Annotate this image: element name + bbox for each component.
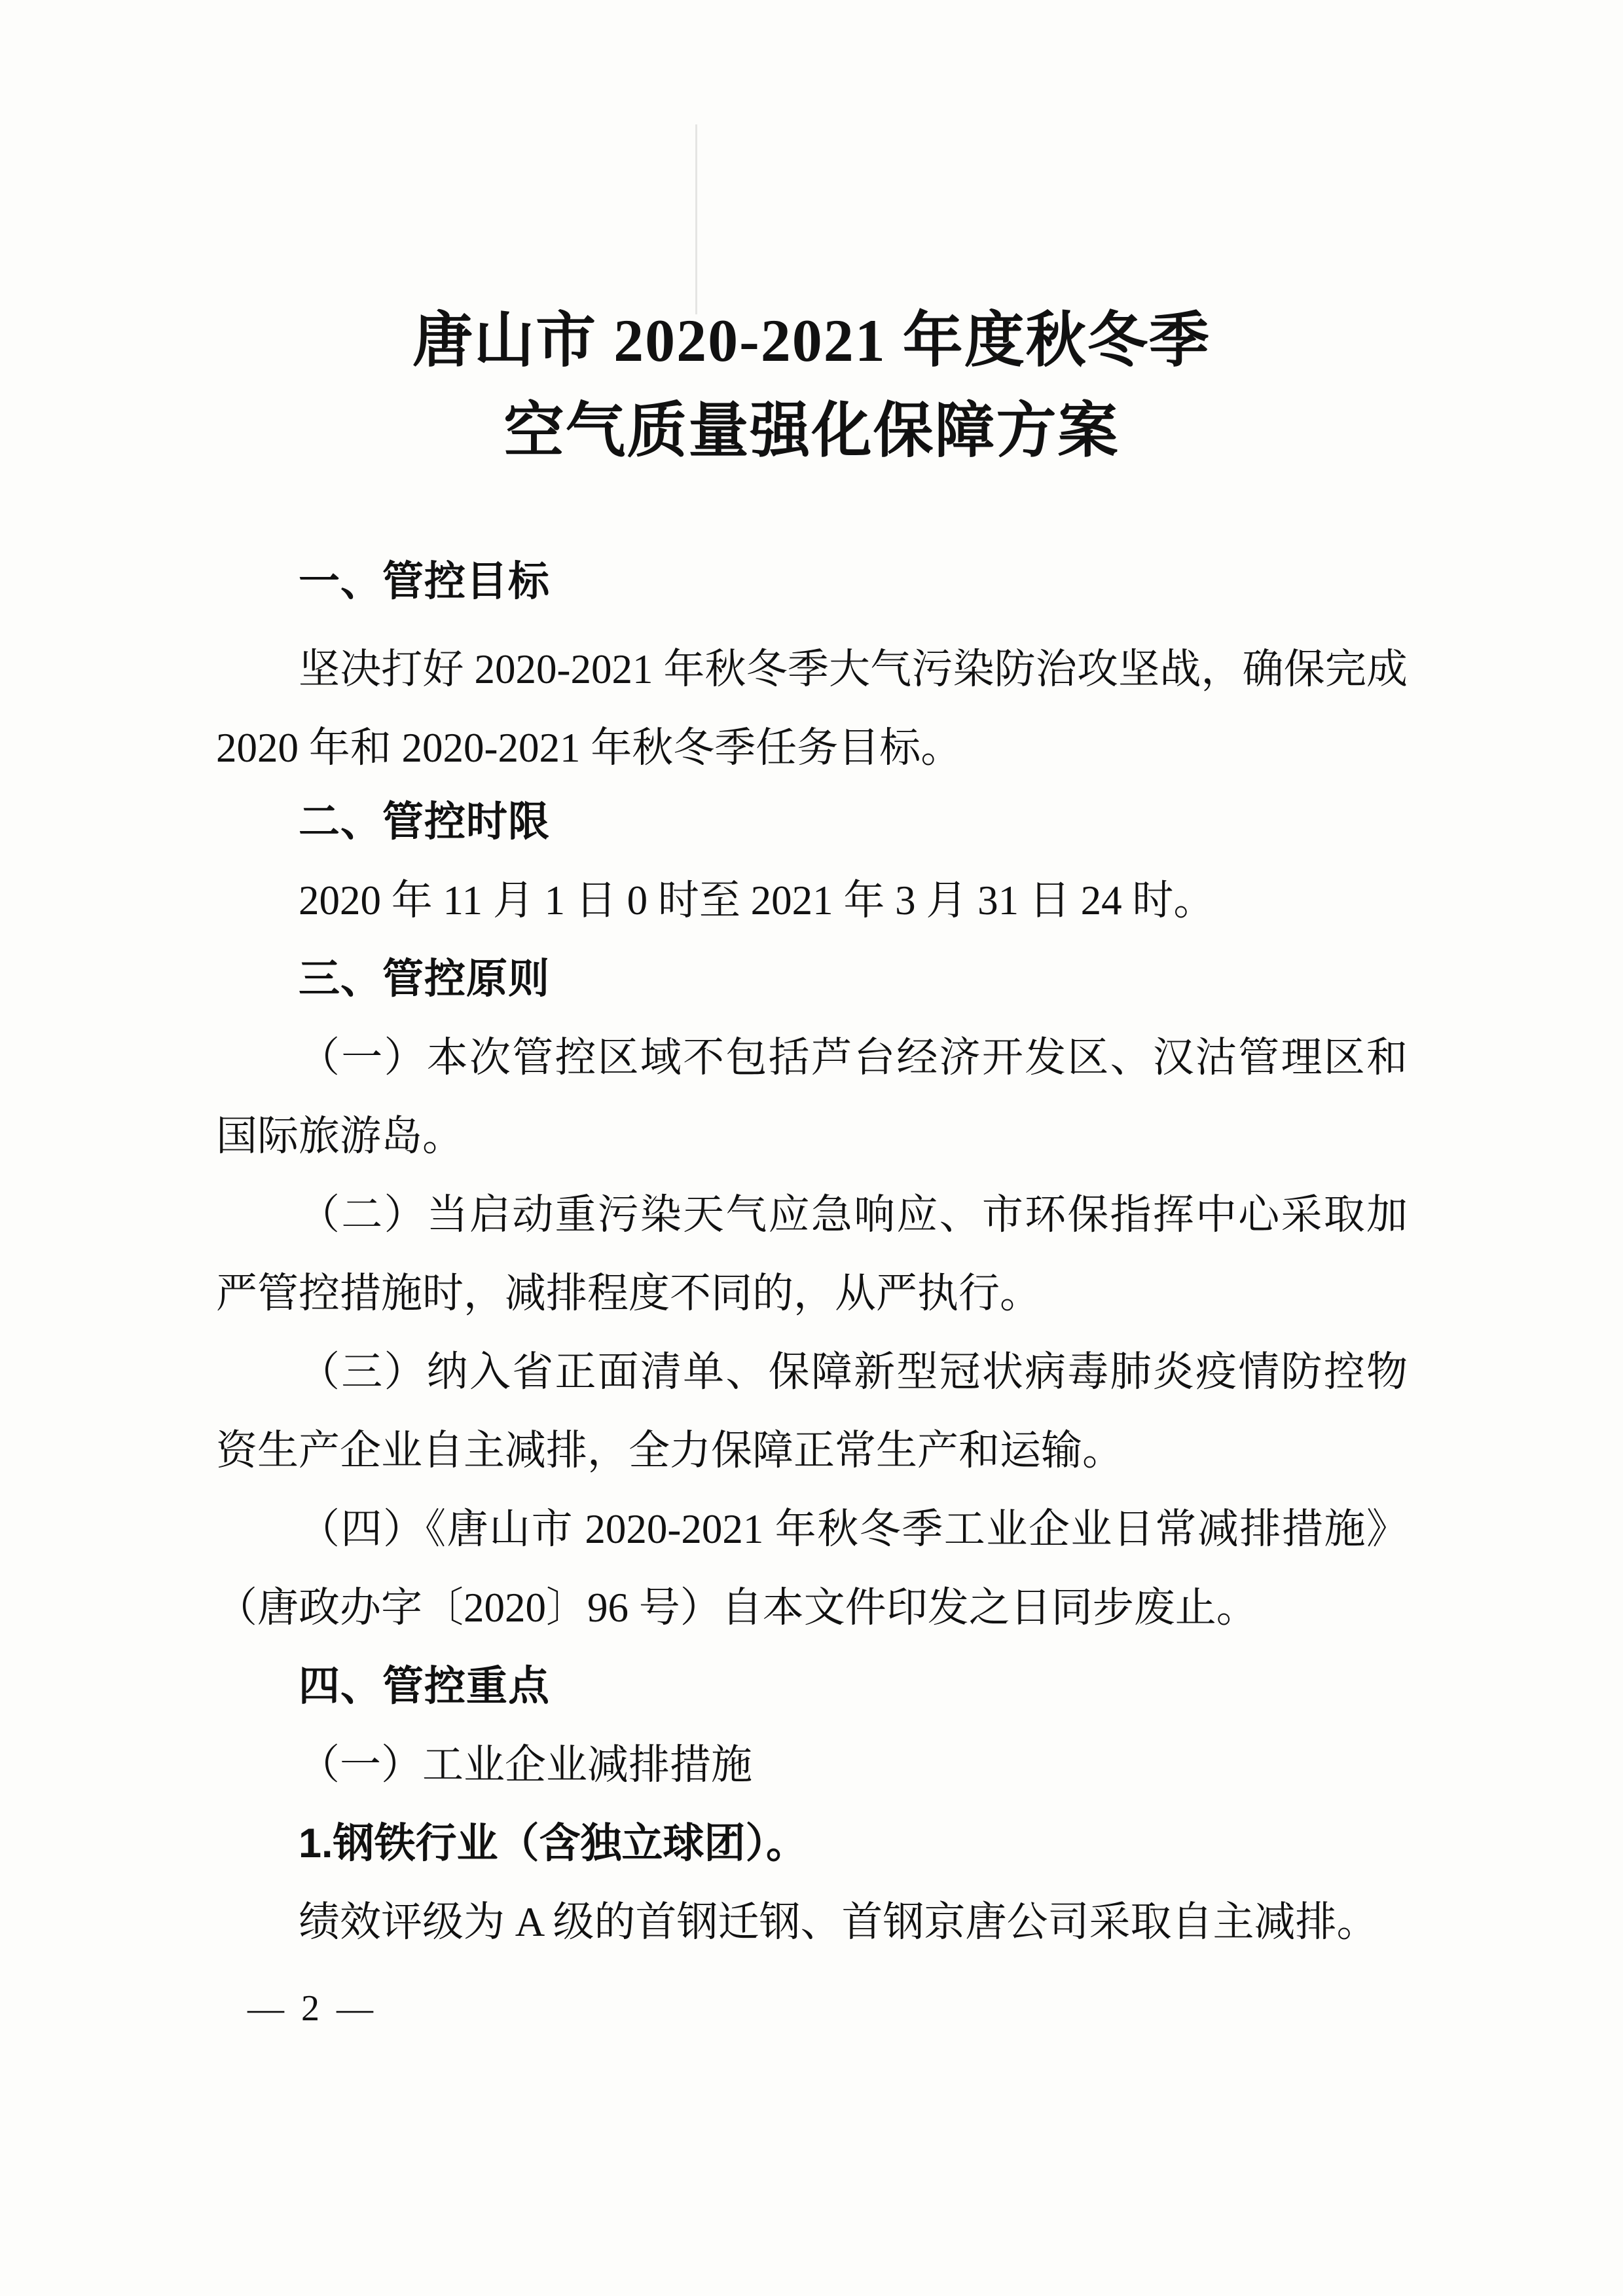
doc-title-line-2: 空气质量强化保障方案 bbox=[503, 398, 1120, 464]
section-heading-control-focus: 四、管控重点 bbox=[299, 1663, 550, 1709]
paragraph-control-targets-body: 坚决打好 2020-2021 年秋冬季大气污染防治攻坚战，确保完成 2020 年和 2020-2021 年秋冬季任务目标。 bbox=[216, 646, 1408, 771]
paragraph-principle-4: （四）《唐山市 2020-2021 年秋冬季工业企业日常减排措施》（唐政办字〔2020〕96 号）自本文件印发之日同步废止。 bbox=[216, 1506, 1408, 1631]
scan-artifact bbox=[695, 124, 697, 314]
paragraph-control-period-body: 2020 年 11 月 1 日 0 时至 2021 年 3 月 31 日 24 时。 bbox=[299, 878, 1215, 923]
subsection-industrial-emission-reduction: （一）工业企业减排措施 bbox=[299, 1742, 752, 1788]
section-heading-control-targets: 一、管控目标 bbox=[299, 559, 550, 604]
section-heading-control-period: 二、管控时限 bbox=[299, 799, 550, 845]
item-steel-industry: 1.钢铁行业（含独立球团）。 bbox=[299, 1821, 808, 1866]
paragraph-principle-2: （二）当启动重污染天气应急响应、市环保指挥中心采取加严管控措施时，减排程度不同的，从严执行。 bbox=[216, 1192, 1408, 1316]
doc-title-line-1: 唐山市 2020-2021 年度秋冬季 bbox=[412, 307, 1211, 374]
page-number: — 2 — bbox=[247, 1988, 377, 2029]
paragraph-principle-1: （一）本次管控区域不包括芦台经济开发区、汉沽管理区和国际旅游岛。 bbox=[216, 1035, 1408, 1159]
section-heading-control-principles: 三、管控原则 bbox=[299, 956, 550, 1002]
paragraph-principle-3: （三）纳入省正面清单、保障新型冠状病毒肺炎疫情防控物资生产企业自主减排，全力保障正常生产和运输。 bbox=[216, 1349, 1408, 1473]
paragraph-steel-industry-body: 绩效评级为 A 级的首钢迁钢、首钢京唐公司采取自主减排。 bbox=[299, 1899, 1378, 1945]
